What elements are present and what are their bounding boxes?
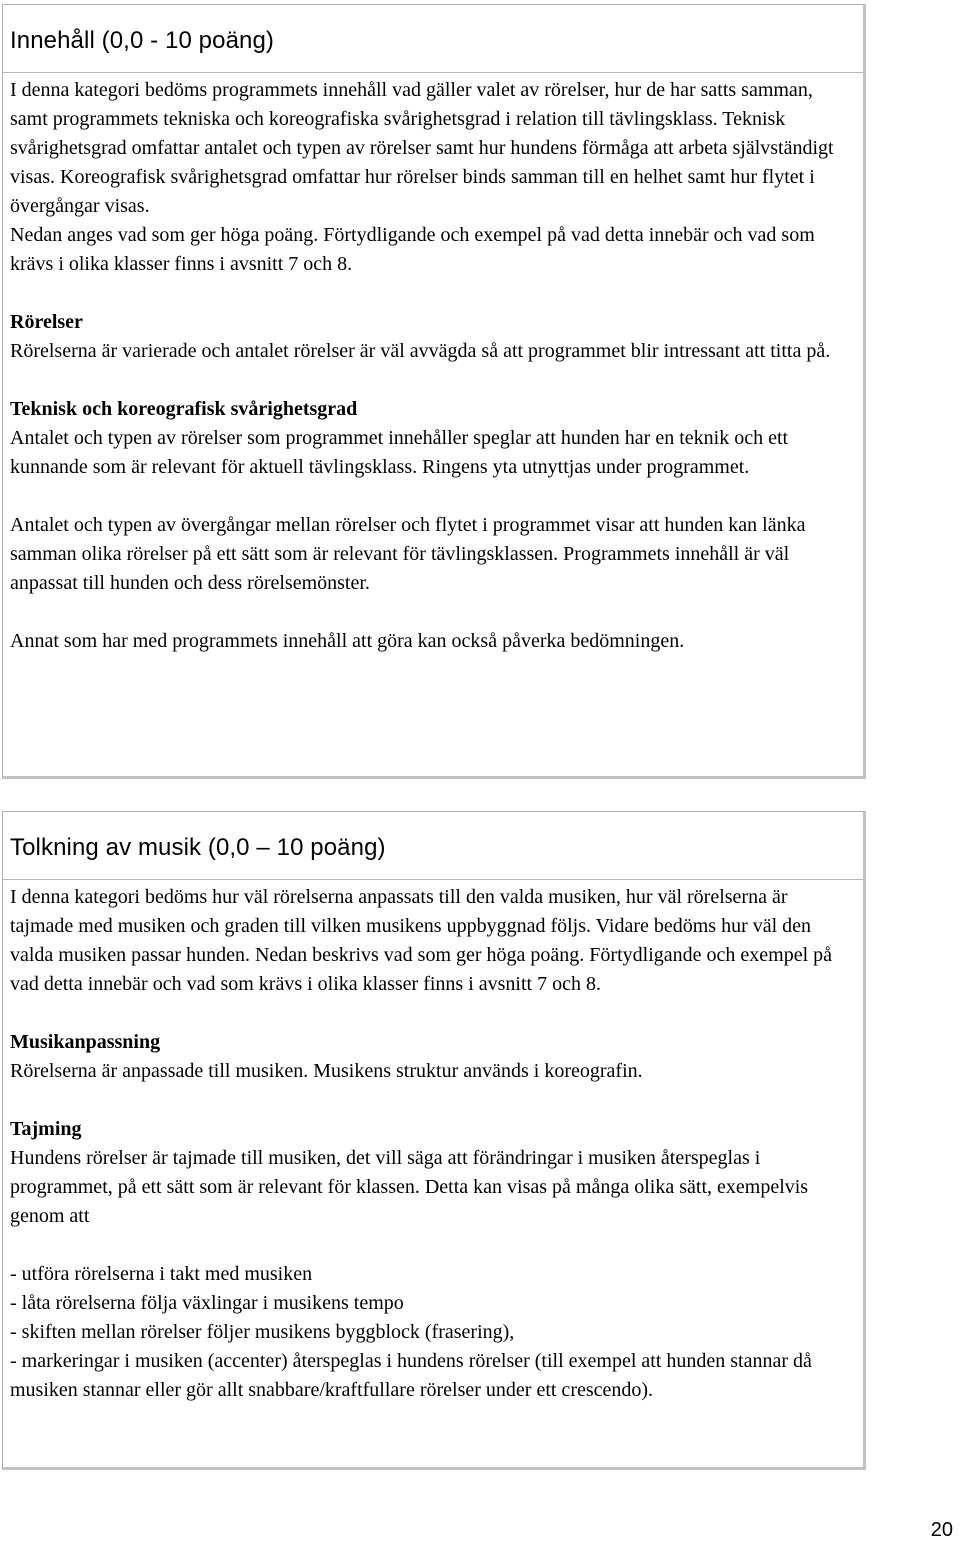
timing-paragraph: Hundens rörelser är tajmade till musiken, det vill säga att förändringar i musiken återspeglas i programmet, på ett sätt som är relevant för klassen. Detta kan visas på många olika sätt, exempelvis genom att bbox=[10, 1147, 809, 1227]
content-criteria-header bbox=[3, 5, 863, 73]
music-interpretation-title: Tolkning av musik (0,0 – 10 poäng) bbox=[10, 833, 386, 861]
movements-paragraph: Rörelserna är varierade och antalet rörelser är väl avvägda så att programmet blir intressant att titta på. bbox=[10, 340, 831, 362]
movements-subheading: Rörelser bbox=[10, 311, 83, 333]
music-interpretation-box bbox=[2, 811, 866, 1470]
music-adaptation-subheading: Musikanpassning bbox=[10, 1031, 161, 1053]
music-intro-paragraph: I denna kategori bedöms hur väl rörelserna anpassats till den valda musiken, hur väl rörelserna är tajmade med musiken och graden till vilken musikens uppbyggnad följs. Vidare bedöms hur väl den valda musiken passar hunden. Nedan beskrivs vad som ger höga poäng. Förtydligande och exempel på vad detta innebär och vad som krävs i olika klasser finns i avsnitt 7 och 8. bbox=[10, 886, 833, 995]
difficulty-subheading: Teknisk och koreografisk svårighetsgrad bbox=[10, 398, 358, 420]
list-item: - låta rörelserna följa växlingar i musikens tempo bbox=[10, 1292, 404, 1314]
content-high-score-paragraph: Nedan anges vad som ger höga poäng. Förtydligande och exempel på vad detta innebär och vad som krävs i olika klasser finns i avsnitt 7 och 8. bbox=[10, 224, 815, 275]
content-intro-paragraph: I denna kategori bedöms programmets innehåll vad gäller valet av rörelser, hur de har satts samman, samt programmets tekniska och koreografiska svårighetsgrad i relation till tävlingsklass. Teknisk svårighetsgrad omfattar antalet och typen av rörelser samt hur hundens förmåga att arbeta självständigt visas. Koreografisk svårighetsgrad omfattar hur rörelser binds samman till en helhet samt hur flytet i övergångar visas. bbox=[10, 79, 834, 217]
difficulty-paragraph: Antalet och typen av rörelser som programmet innehåller speglar att hunden har en teknik och ett kunnande som är relevant för aktuell tävlingsklass. Ringens yta utnyttjas under programmet. bbox=[10, 427, 789, 478]
content-criteria-body bbox=[3, 73, 863, 656]
content-criteria-title: Innehåll (0,0 - 10 poäng) bbox=[10, 26, 275, 54]
page-number: 20 bbox=[930, 1519, 953, 1541]
music-interpretation-body bbox=[3, 880, 863, 1405]
list-item: - utföra rörelserna i takt med musiken bbox=[10, 1263, 313, 1285]
music-adaptation-paragraph: Rörelserna är anpassade till musiken. Musikens struktur används i koreografin. bbox=[10, 1060, 643, 1082]
list-item: - markeringar i musiken (accenter) återspeglas i hundens rörelser (till exempel att hunden stannar då musiken stannar eller gör allt snabbare/kraftfullare rörelser under ett crescendo). bbox=[10, 1350, 812, 1401]
other-factors-paragraph: Annat som har med programmets innehåll att göra kan också påverka bedömningen. bbox=[10, 630, 685, 652]
content-criteria-box bbox=[2, 4, 866, 779]
transitions-paragraph: Antalet och typen av övergångar mellan rörelser och flytet i programmet visar att hunden kan länka samman olika rörelser på ett sätt som är relevant för tävlingsklassen. Programmets innehåll är väl anpassat till hunden och dess rörelsemönster. bbox=[10, 514, 806, 594]
list-item: - skiften mellan rörelser följer musikens byggblock (frasering), bbox=[10, 1321, 515, 1343]
music-interpretation-header bbox=[3, 812, 863, 880]
timing-subheading: Tajming bbox=[10, 1118, 82, 1140]
